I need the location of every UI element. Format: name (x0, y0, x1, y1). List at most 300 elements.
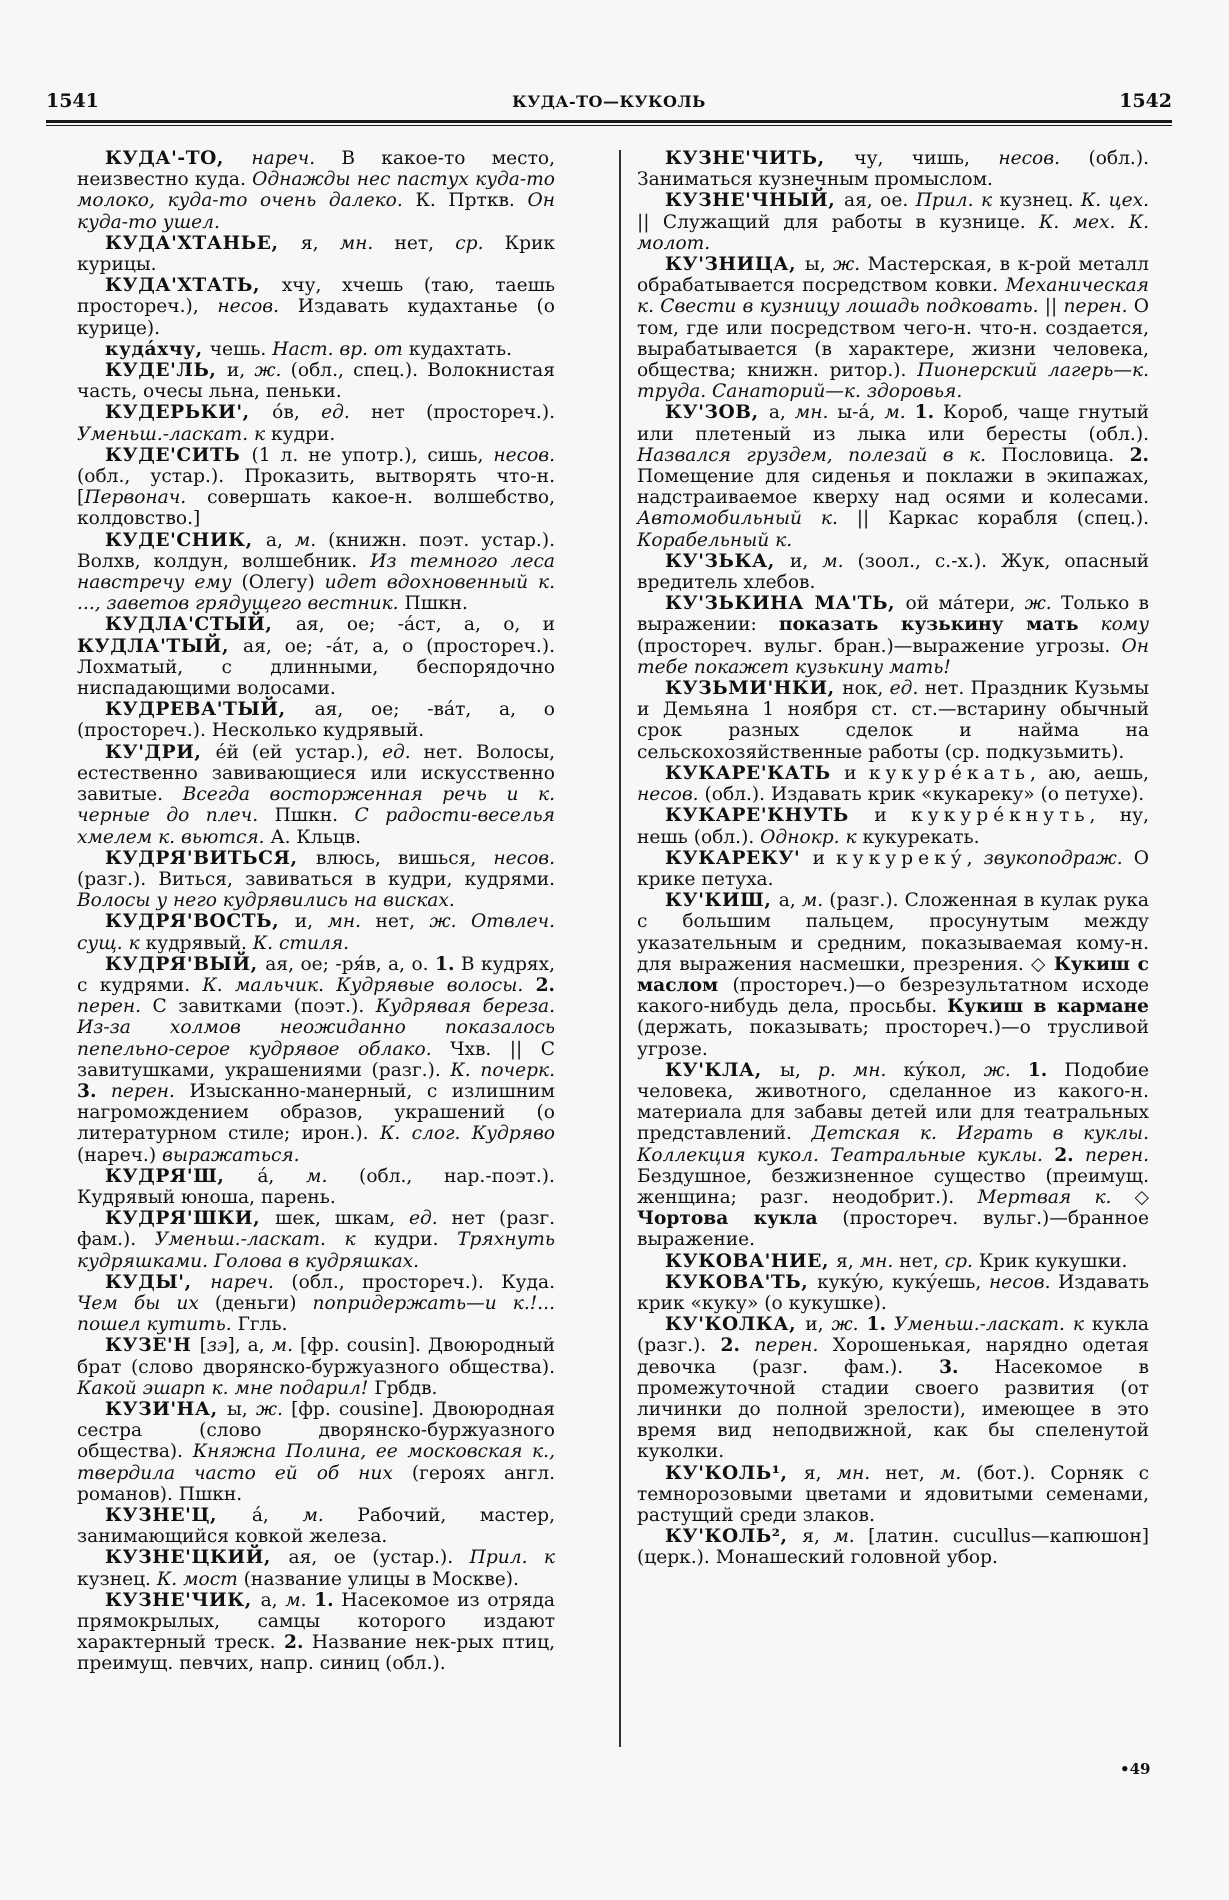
italic-text: звукоподраж. (983, 847, 1123, 869)
italic-text: несов. (998, 148, 1060, 169)
text: нет, (373, 232, 456, 254)
text: ы, (780, 1059, 818, 1081)
spaced-text: кукуреку́ (836, 847, 967, 869)
text: || Каркас корабля (спец.). (837, 508, 1149, 530)
headword: КУДРЯ'ВИТЬСЯ, (105, 847, 316, 869)
page-number-left: 1541 (46, 90, 99, 112)
italic-text: Однокр. к (760, 826, 857, 848)
bold-text: 3. (77, 1080, 97, 1102)
italic-text: К. стиля. (252, 932, 350, 954)
text: Изысканно-манерный, с излишним нагромождением образов, украшений (о литературном стиле; ирон.). (77, 1080, 555, 1145)
text: ], а, (227, 1335, 272, 1357)
text: [фр. cousin]. Двоюродный брат (слово дворянско-буржуазного общества). (77, 1335, 555, 1378)
dictionary-entry (77, 1547, 555, 1589)
headword: КУДЕ'СИТЬ (105, 444, 252, 466)
italic-text: перен. (1084, 1144, 1149, 1166)
italic-text: Прил. к (469, 1547, 555, 1569)
text: и, (226, 360, 255, 382)
italic-text: Пионерский лагерь—к. труда. Санаторий—к. здоровья. (637, 360, 1149, 403)
headword: КУ'КОЛЬ², (665, 1526, 803, 1548)
text: Насекомое из отряда прямокрылых, самцы которого издают характерный треск. (77, 1589, 555, 1654)
bold-text: 1. (914, 402, 935, 424)
header-rule-thick (46, 120, 1172, 123)
text: (зоол., с.-х.). Жук, опасный вредитель хлебов. (637, 550, 1150, 594)
text: (простореч. вульг.)—бранное выражение. (637, 1208, 1149, 1251)
headword: КУЗЬМИ'НКИ, (665, 678, 843, 700)
text: (Олегу) (231, 572, 325, 594)
italic-text: м. (801, 890, 824, 912)
text: нет, (361, 911, 430, 933)
text: кукла (разг.). (637, 1314, 1150, 1357)
italic-text: Волосы у него кудрявились на висках. (77, 890, 455, 912)
text: ая, ое. (843, 190, 916, 212)
text: и, (805, 1314, 832, 1336)
italic-text: Однажды нес пастух куда-то молоко, куда-то очень далеко. (77, 169, 555, 212)
text: В какое-то место, неизвестно куда. (77, 148, 555, 191)
italic-text: Детская к. Играть в куклы. Коллекция кукол. Театральные куклы. (637, 1123, 1149, 1166)
text: кудахтать. (402, 338, 512, 360)
dictionary-entry (637, 1272, 1149, 1314)
dictionary-entry (77, 402, 555, 444)
text: (деньги) (198, 1292, 313, 1314)
text: и (874, 805, 912, 827)
text: кудри. (265, 423, 336, 445)
italic-text: мн. (859, 1250, 894, 1272)
italic-text: ж. (983, 1059, 1011, 1081)
text: и, (294, 911, 328, 933)
bold-text: Кукиш с маслом (637, 953, 1149, 996)
italic-text: м. (271, 1335, 293, 1357)
text: (обл.). Издавать крик «кукареку» (о петухе). (698, 784, 1145, 806)
italic-text: ж. (833, 254, 861, 276)
dictionary-entry (637, 593, 1149, 678)
dictionary-entry (637, 805, 1149, 847)
headword: КУЗНЕ'ЧИТЬ, (665, 148, 855, 169)
text: ая, ое (устар.). (288, 1547, 470, 1569)
dictionary-entry (637, 551, 1149, 593)
dictionary-entry (77, 1166, 555, 1208)
italic-text: несов. (493, 847, 555, 869)
italic-text: Корабельный к. (637, 529, 793, 551)
italic-text: ж. Отвлеч. сущ. к (77, 911, 555, 954)
italic-text: ж. (831, 1314, 859, 1336)
italic-text: идет вдохновенный к. ..., заветов грядущего вестник. (77, 572, 555, 615)
bold-text: 2. (535, 974, 555, 996)
dictionary-entry (77, 614, 555, 699)
italic-text: К. мех. К. молот. (637, 211, 1150, 254)
text: Короб, чаще гнутый или плетеный из лыка или бересты (обл.). (637, 402, 1149, 445)
italic-text: ж. (254, 360, 282, 382)
italic-text: ср. (455, 232, 484, 254)
bold-text: 1. (1027, 1059, 1048, 1081)
headword: КУДЕРЬКИ', (105, 402, 273, 424)
headword: КУДА'-ТО, (105, 148, 252, 169)
text: ы-а́, (828, 402, 885, 424)
headword: КУДРЯ'ВЫЙ, (105, 953, 266, 975)
text: ая, ое; -а́т, а, о (простореч.). Лохматый, с длинными, беспорядочно ниспадающими волосами. (77, 635, 555, 700)
italic-text: Уменьш.-ласкат. к (77, 423, 266, 445)
text: нок, (842, 678, 890, 700)
dictionary-entry (77, 233, 555, 275)
text: ◇ (1111, 1186, 1149, 1208)
italic-text: К. цех. (1080, 190, 1150, 212)
spaced-text: кукуре́кнуть (911, 805, 1090, 827)
text: (простореч. вульг. бран.)—выражение угрозы. (637, 635, 1122, 657)
text: (бот.). Сорняк с темнорозовыми цветами и ядовитыми семенами, растущий среди злаков. (637, 1462, 1149, 1526)
text: а, (768, 402, 795, 424)
headword: КУ'КЛА, (665, 1059, 781, 1081)
text: нет (простореч.). (349, 402, 555, 424)
italic-text: м. (833, 1526, 855, 1548)
text: Издавать кудахтанье (о курице). (77, 296, 555, 339)
text: ая, ое; -а́ст, а, о, и (295, 614, 555, 636)
dictionary-entry (77, 1590, 555, 1675)
printer-signature: •49 (1120, 1760, 1151, 1778)
text: С завитками (поэт.). (141, 996, 376, 1018)
dictionary-entry (77, 742, 555, 848)
text: Пшкн. (398, 593, 468, 615)
text: нет. Праздник Кузьмы и Демьяна 1 ноября ст. ст.—встарину обычный срок разных сделок и найма на сельскохозяйственные работы (ср. подкузьмить). (637, 678, 1150, 763)
bold-text: Чортова кукла (637, 1208, 818, 1230)
headword: КУДЫ', (105, 1271, 211, 1293)
text: Только в выражении: (637, 593, 1150, 636)
text: Грбдв. (368, 1377, 438, 1399)
italic-text: несов. (217, 296, 279, 318)
bold-text: 1. (314, 1589, 334, 1611)
italic-text: несов. (988, 1271, 1051, 1293)
text: В кудрях, с кудрями. (77, 953, 555, 996)
headword: КУДЕ'ЛЬ, (105, 360, 227, 382)
headword: КУДА'ХТАТЬ, (105, 275, 282, 297)
italic-text: несов. (637, 784, 699, 806)
headword: КУДРЕВА'ТЫЙ, (105, 699, 315, 721)
text: о́в, (272, 402, 322, 424)
italic-text: м. (884, 402, 906, 424)
text (96, 1081, 111, 1102)
text: Подобие человека, животного, сделанное из какого-н. материала для забавы детей или для театральных представлений. (637, 1059, 1149, 1145)
dictionary-entry (637, 1526, 1149, 1568)
dictionary-entry (637, 890, 1149, 1060)
italic-text: кому (1100, 614, 1149, 636)
dictionary-entry (77, 275, 555, 339)
italic-text: Механическая к. Свести в кузницу лошадь подковать. (637, 275, 1149, 318)
italic-text: зэ (206, 1335, 228, 1357)
dictionary-entry (637, 402, 1149, 550)
text: (обл., спец.). Волокнистая часть, очесы льна, пеньки. (77, 360, 555, 403)
bold-text: показать кузькину мать (778, 614, 1079, 636)
text: хчу, хчешь (таю, таешь простореч.), (77, 275, 555, 318)
text: Пшкн. (258, 805, 355, 827)
dictionary-entry (637, 254, 1149, 402)
text (1078, 614, 1100, 635)
dictionary-entry (77, 1335, 555, 1399)
dictionary-entry (637, 148, 1149, 190)
dictionary-entry (77, 445, 555, 530)
italic-text: мн. (339, 232, 374, 254)
text: Рабочий, мастер, занимающийся ковкой железа. (77, 1505, 555, 1548)
text (1043, 1145, 1054, 1166)
headword: КУЗНЕ'ЦКИЙ, (105, 1547, 289, 1569)
italic-text: выражаться. (162, 1144, 300, 1166)
text: (простореч.)—о безрезультатном исходе какого-нибудь дела, просьбы. (637, 974, 1149, 1018)
dictionary-entry (77, 339, 555, 360)
italic-text: Тряхнуть кудряшками. Голова в кудряшках. (77, 1229, 555, 1272)
text: я, (836, 1250, 860, 1272)
headword: КУЗНЕ'ЧИК, (105, 1589, 261, 1611)
text: влюсь, вишься, (315, 847, 494, 869)
headword: КУ'ЗОВ, (665, 402, 769, 424)
dictionary-entry (77, 360, 555, 402)
text: ку́кол, (886, 1059, 984, 1081)
dictionary-entry (637, 763, 1149, 805)
text: Название нек-рых птиц, преимущ. певчих, напр. синиц (обл.). (77, 1632, 555, 1675)
dictionary-entry (77, 848, 555, 912)
text: а́, (251, 1505, 303, 1526)
text: ы, (804, 254, 834, 276)
text: (название улицы в Москве). (237, 1568, 519, 1590)
italic-text: перен. (110, 1080, 175, 1102)
italic-text: м. (285, 1589, 307, 1611)
italic-text: нареч. (251, 148, 316, 169)
italic-text: Он тебе покажет кузькину мать! (637, 635, 1149, 678)
italic-text: Чем бы их (77, 1292, 199, 1314)
italic-text: Какой эшарп к. мне подарил! (77, 1377, 369, 1399)
dictionary-entry (77, 911, 555, 953)
headword: КУ'ЗНИЦА, (665, 254, 805, 276)
italic-text: Всегда восторженная речь и к. черные до плеч. (77, 784, 556, 827)
italic-text: Княжна Полина, ее московская к., твердила часто ей об них (77, 1441, 555, 1484)
column-divider (619, 150, 621, 1747)
italic-text: К. слог. Кудряво (379, 1123, 555, 1145)
headword: КУДЛА'СТЫЙ, (105, 614, 296, 636)
headword: КУЗНЕ'ЧНЫЙ, (665, 190, 844, 212)
italic-text: С радости-веселья хмелем к. вьются. (77, 805, 555, 848)
text: Крик кукушки. (972, 1250, 1128, 1272)
dictionary-entry (637, 1060, 1149, 1251)
italic-text: р. мн. (817, 1059, 887, 1081)
text: а, (265, 529, 295, 551)
italic-text: м. (294, 529, 317, 551)
text: Пословица. (986, 444, 1130, 466)
text: кукурекать. (856, 826, 980, 848)
text: а, (260, 1589, 286, 1611)
text: нет, (893, 1250, 945, 1272)
text: чешь. (209, 338, 273, 360)
text: а, (778, 890, 802, 912)
headword: куда́хчу, (105, 338, 210, 360)
text: Крик курицы. (77, 232, 555, 276)
running-title: КУДА-ТО—КУКОЛЬ (512, 92, 706, 111)
right-column (637, 148, 1149, 1569)
italic-text: м. (306, 1165, 328, 1187)
dictionary-entry (637, 1463, 1149, 1527)
italic-text: К. мост (156, 1568, 238, 1590)
text: (разг.). Виться, завиваться в кудри, кудрями. (77, 868, 555, 890)
text: (нареч.) (77, 1144, 163, 1166)
text: (обл., устар.). Проказить, вытворять что-н. [ (77, 466, 555, 509)
italic-text: Назвался груздем, полезай в к. (637, 444, 987, 466)
text (886, 1314, 894, 1335)
headword: КУДРЯ'ВОСТЬ, (105, 911, 295, 933)
text: Насекомое в промежуточной стадии своего развития (от личинки до полной зрелости), имеющее в это время вид неподвижной, как бы спеленутой куколки. (637, 1356, 1149, 1463)
text: Мастерская, в к-рой металл обрабатывается посредством ковки. (637, 254, 1149, 297)
italic-text: мн. (327, 911, 362, 933)
text: нет, (870, 1462, 940, 1484)
text: , аю, аешь, (1029, 762, 1149, 784)
text: ы, (227, 1398, 256, 1420)
italic-text: м. (822, 550, 844, 572)
text: я, (300, 232, 340, 254)
dictionary-entry (77, 1399, 555, 1505)
headword: КУКОВА'НИЕ, (665, 1250, 837, 1272)
text: и (844, 762, 869, 784)
text: чу, чишь, (854, 148, 999, 169)
bold-text: 1. (866, 1314, 886, 1336)
text: Ггль. (231, 1314, 288, 1336)
italic-text: К. почерк. (450, 1059, 556, 1081)
headword: КУЗНЕ'Ц, (105, 1505, 252, 1526)
text: (разг.). Сложенная в кулак рука с большим пальцем, просунутым между указательным и средним, показываемая кому-н. для выражения насмешки, презрения. ◇ (637, 890, 1149, 975)
text (1011, 1060, 1028, 1081)
italic-text: ед. (889, 678, 919, 700)
text: нет (разг. фам.). (77, 1208, 556, 1251)
text: е́й (ей устар.), (215, 741, 382, 763)
italic-text: ед. (321, 402, 350, 424)
italic-text: перен. (77, 996, 142, 1018)
text: || (1038, 296, 1064, 318)
text: шек, шкам, (275, 1208, 409, 1230)
text: и, (789, 550, 823, 572)
text: кудри. (355, 1229, 458, 1251)
headword: КУЗИ'НА, (105, 1398, 227, 1420)
text (906, 402, 915, 423)
text: куку́ю, куку́ешь, (817, 1271, 989, 1293)
text: А. Кльцв. (264, 826, 362, 848)
text: кудрявый. (139, 932, 253, 954)
text: (1 л. не употр.), сишь, (251, 444, 494, 466)
italic-text: м. (302, 1505, 324, 1526)
text: О крике петуха. (637, 847, 1150, 890)
dictionary-entry (77, 699, 555, 741)
text (740, 1335, 754, 1356)
headword: КУДРЯ'ШКИ, (105, 1208, 276, 1230)
italic-text: ед. (381, 741, 411, 763)
text: ая, ое; -ря́в, а, о. (265, 953, 436, 975)
italic-text: несов. (493, 444, 555, 466)
dictionary-entry (77, 1208, 555, 1272)
italic-text: Он куда-то ушел. (77, 190, 555, 233)
text: ой ма́тери, (905, 593, 1025, 615)
bold-text: 2. (1129, 444, 1150, 466)
italic-text: Уменьш.-ласкат. к (154, 1229, 356, 1251)
text: (обл.). Заниматься кузнечным промыслом. (637, 148, 1149, 191)
bold-text: 3. (939, 1356, 959, 1378)
text: я, (803, 1462, 837, 1484)
text: кузнец. (992, 190, 1081, 212)
headword: КУ'КИШ, (665, 890, 779, 912)
italic-text: перен. (1063, 296, 1128, 318)
bold-text: 2. (720, 1335, 740, 1357)
dictionary-entry (637, 190, 1149, 254)
headword: КУДЛА'ТЫЙ, (77, 635, 244, 657)
dictionary-entry (637, 678, 1149, 763)
dictionary-entry (77, 1505, 555, 1547)
italic-text: Мертвая к. (977, 1186, 1112, 1208)
italic-text: Прил. к (915, 190, 993, 212)
italic-text: ж. (1024, 593, 1052, 615)
text: и (812, 847, 837, 869)
headword: КУДРЯ'Ш, (105, 1165, 258, 1187)
text: (книжн. поэт. устар.). Волхв, колдун, волшебник. (77, 529, 556, 572)
text: кузнец. (77, 1568, 157, 1590)
header-rule-thin (46, 125, 1172, 126)
headword: КУ'КОЛЬ¹, (665, 1462, 804, 1484)
italic-text: мн. (836, 1462, 871, 1484)
page-header (46, 90, 1172, 120)
text: я, (802, 1526, 834, 1548)
text: совершать какое-н. волшебство, колдовство.] (77, 487, 555, 530)
text: [ (199, 1335, 207, 1357)
italic-text: м. (939, 1462, 962, 1484)
text: [фр. cousine]. Двоюродная сестра (слово дворянско-буржуазного общества). (77, 1398, 556, 1463)
text: || Служащий для работы в кузнице. (637, 211, 1039, 233)
dictionary-entry (77, 530, 555, 615)
text: (героях англ. романов). Пшкн. (77, 1462, 556, 1505)
headword: КУКАРЕ'КАТЬ (665, 762, 845, 784)
bold-text: 2. (284, 1632, 304, 1654)
bold-text: 1. (435, 953, 455, 975)
italic-text: мн. (794, 402, 829, 424)
italic-text: ж. (255, 1398, 283, 1420)
italic-text: нареч. (210, 1271, 274, 1293)
text: Чхв. || С завитушками, украшениями (разг.). (77, 1038, 555, 1081)
page-number-right: 1542 (1119, 90, 1172, 112)
text (859, 1314, 867, 1335)
bold-text: Кукиш в кармане (947, 996, 1149, 1018)
bold-text: 2. (1054, 1144, 1074, 1166)
text: а́, (257, 1165, 307, 1187)
italic-text: Уменьш.-ласкат. к (893, 1314, 1084, 1336)
italic-text: Первонач. (84, 487, 187, 509)
dictionary-entry (77, 148, 555, 233)
text: нет. Волосы, естественно завивающиеся или искусственно завитые. (77, 741, 556, 806)
text: К. Прткв. (402, 190, 528, 212)
headword: КУ'ЗЬКИНА МА'ТЬ, (665, 593, 906, 615)
italic-text: перен. (754, 1335, 819, 1357)
text: , (966, 847, 984, 869)
text: Бездушное, безжизненное существо (преимущ. женщина; разг. неодобрит.). (637, 1165, 1149, 1208)
italic-text: ср. (944, 1250, 973, 1272)
text: О том, где или посредством чего-н. что-н. создается, вырабатывается (в характере, жизни человека, общества; книжн. ритор.). (637, 296, 1149, 382)
text: [латин. cucullus—капюшон] (церк.). Монашеский головной убор. (637, 1526, 1149, 1569)
headword: КУДЕ'СНИК, (105, 529, 266, 551)
italic-text: Кудрявая береза. Из-за холмов неожиданно показалось пепельно-серое кудрявое облако. (77, 996, 555, 1060)
text: Помещение для сиденья и поклажи в экипажах, надстраиваемое кверху над осями и колесами. (637, 466, 1149, 509)
dictionary-entry (637, 848, 1149, 890)
italic-text: попридержать—и к.!... пошел кутить. (77, 1292, 555, 1336)
headword: КУКОВА'ТЬ, (665, 1271, 818, 1293)
dictionary-entry (77, 1272, 555, 1336)
headword: КУ'ЗЬКА, (665, 550, 790, 572)
spaced-text: кукуре́кать (868, 762, 1030, 784)
text: Издавать крик «куку» (о кукушке). (637, 1271, 1149, 1314)
italic-text: К. мальчик. Кудрявые волосы. (202, 974, 524, 996)
text: (обл., нар.-поэт.). Кудрявый юноша, парень. (77, 1165, 555, 1208)
italic-text: Автомобильный к. (637, 508, 838, 530)
dictionary-entry (637, 1251, 1149, 1272)
italic-text: Из темного леса навстречу ему (77, 550, 555, 594)
left-column (77, 148, 555, 1675)
